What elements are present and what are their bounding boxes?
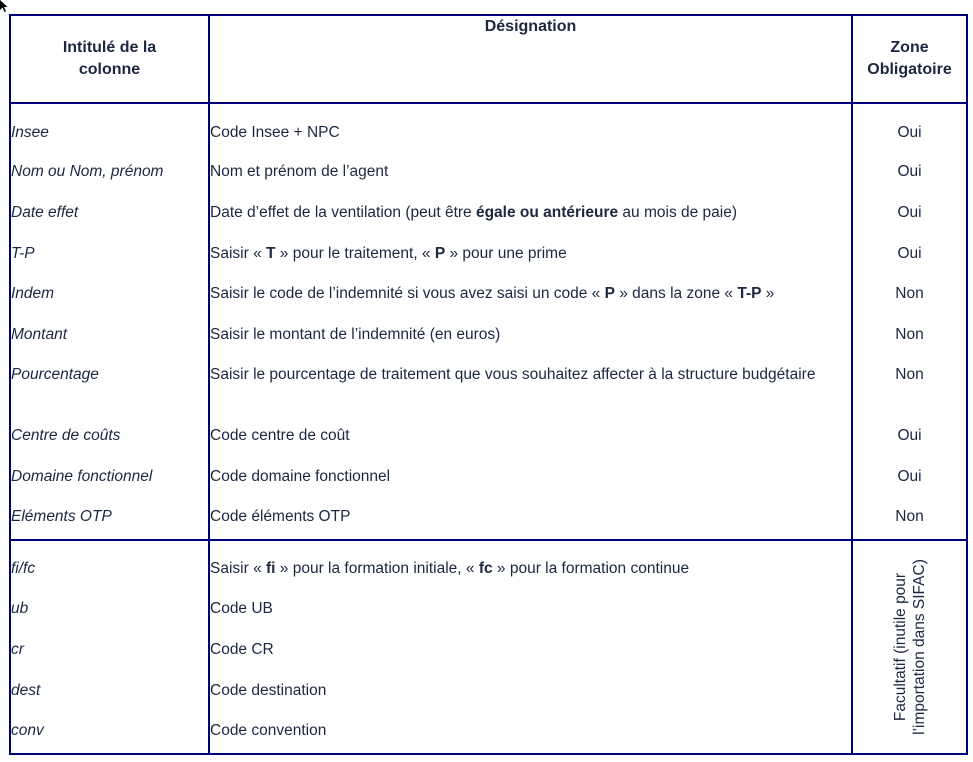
description-text: Saisir le montant de l’indemnité (en euros) (210, 325, 501, 343)
description-text: » pour le traitement, « (275, 244, 435, 262)
column-name: fi/fc (10, 540, 209, 591)
column-name: conv (10, 713, 209, 754)
column-name: ub (10, 591, 209, 632)
header-designation: Désignation (209, 15, 852, 103)
required-fields-group (10, 103, 967, 540)
description-text: » pour une prime (445, 244, 567, 262)
table-row (10, 236, 967, 277)
optional-note-line: Facultatif (inutile pour (891, 572, 909, 721)
column-designation (209, 195, 852, 236)
required-flag: Non (852, 499, 967, 540)
optional-note (891, 559, 929, 735)
emphasized-text: T (266, 244, 276, 262)
optional-fields-group (10, 540, 967, 754)
column-name: T-P (10, 236, 209, 277)
column-designation (209, 591, 852, 632)
table-row (10, 673, 967, 714)
description-text: Code Insee + NPC (210, 124, 340, 141)
required-flag: Oui (852, 418, 967, 459)
column-name: Nom ou Nom, prénom (10, 154, 209, 195)
description-text: Code éléments OTP (210, 508, 351, 526)
required-flag: Non (852, 276, 967, 317)
required-flag: Oui (852, 103, 967, 154)
column-name: dest (10, 673, 209, 714)
column-name: Pourcentage (10, 357, 209, 418)
description-text: Saisir le code de l’indemnité si vous avez saisi un code « (210, 285, 605, 303)
description-text: Saisir le pourcentage de traitement que vous souhaitez affecter à la structure budgétaire (210, 366, 816, 384)
column-designation (209, 317, 852, 358)
required-flag: Non (852, 317, 967, 358)
description-text: Code convention (210, 722, 327, 740)
column-name: Montant (10, 317, 209, 358)
column-designation (209, 499, 852, 540)
emphasized-text: P (604, 285, 615, 303)
table-row (10, 499, 967, 540)
description-text: » pour la formation initiale, « (275, 559, 479, 577)
description-text: » pour la formation continue (492, 559, 690, 577)
description-text: Code destination (210, 681, 327, 699)
description-text: Code CR (210, 640, 274, 658)
description-text: Saisir « (210, 559, 266, 577)
emphasized-text: égale ou antérieure (475, 204, 619, 222)
optional-note-cell (852, 540, 967, 754)
table-row (10, 459, 967, 500)
table-row (10, 103, 967, 154)
emphasized-text: T-P (737, 285, 762, 303)
description-text: Nom et prénom de l’agent (210, 163, 389, 181)
description-text: Date d’effet de la ventilation (peut être (210, 204, 476, 222)
column-name: cr (10, 632, 209, 673)
column-designation (209, 632, 852, 673)
required-flag: Oui (852, 195, 967, 236)
description-text: » (761, 285, 775, 303)
emphasized-text: fi (266, 559, 276, 577)
column-designation (209, 673, 852, 714)
required-flag: Oui (852, 236, 967, 277)
required-flag: Oui (852, 459, 967, 500)
column-designation (209, 103, 852, 154)
table-row (10, 195, 967, 236)
table-row (10, 154, 967, 195)
required-flag: Non (852, 357, 967, 418)
table-row (10, 540, 967, 591)
table-header-row (10, 15, 967, 103)
table-row (10, 713, 967, 754)
description-text: Code UB (210, 600, 273, 618)
field-definition-table (9, 14, 968, 755)
required-flag: Oui (852, 154, 967, 195)
description-text: Code centre de coût (210, 427, 350, 445)
description-text: Code domaine fonctionnel (210, 467, 391, 485)
mouse-pointer-icon (0, 0, 8, 12)
table-row (10, 632, 967, 673)
column-designation (209, 459, 852, 500)
column-designation (209, 236, 852, 277)
emphasized-text: P (434, 244, 446, 262)
column-name: Centre de coûts (10, 418, 209, 459)
table-row (10, 591, 967, 632)
column-name: Insee (10, 103, 209, 154)
table-row (10, 276, 967, 317)
column-name: Domaine fonctionnel (10, 459, 209, 500)
header-column-title: Intitulé de la colonne (10, 15, 209, 103)
column-designation (209, 154, 852, 195)
table-row (10, 357, 967, 418)
description-text: Saisir « (210, 244, 266, 262)
column-name: Date effet (10, 195, 209, 236)
header-required-zone: Zone Obligatoire (852, 15, 967, 103)
table-row (10, 418, 967, 459)
description-text: au mois de paie) (618, 204, 738, 222)
optional-note-line: l’importation dans SIFAC) (910, 559, 928, 735)
column-designation (209, 357, 852, 418)
column-designation (209, 418, 852, 459)
emphasized-text: fc (478, 559, 493, 577)
column-name: Indem (10, 276, 209, 317)
column-designation (209, 713, 852, 754)
column-name: Eléments OTP (10, 499, 209, 540)
column-designation (209, 540, 852, 591)
column-designation (209, 276, 852, 317)
table-row (10, 317, 967, 358)
description-text: » dans la zone « (614, 285, 738, 303)
